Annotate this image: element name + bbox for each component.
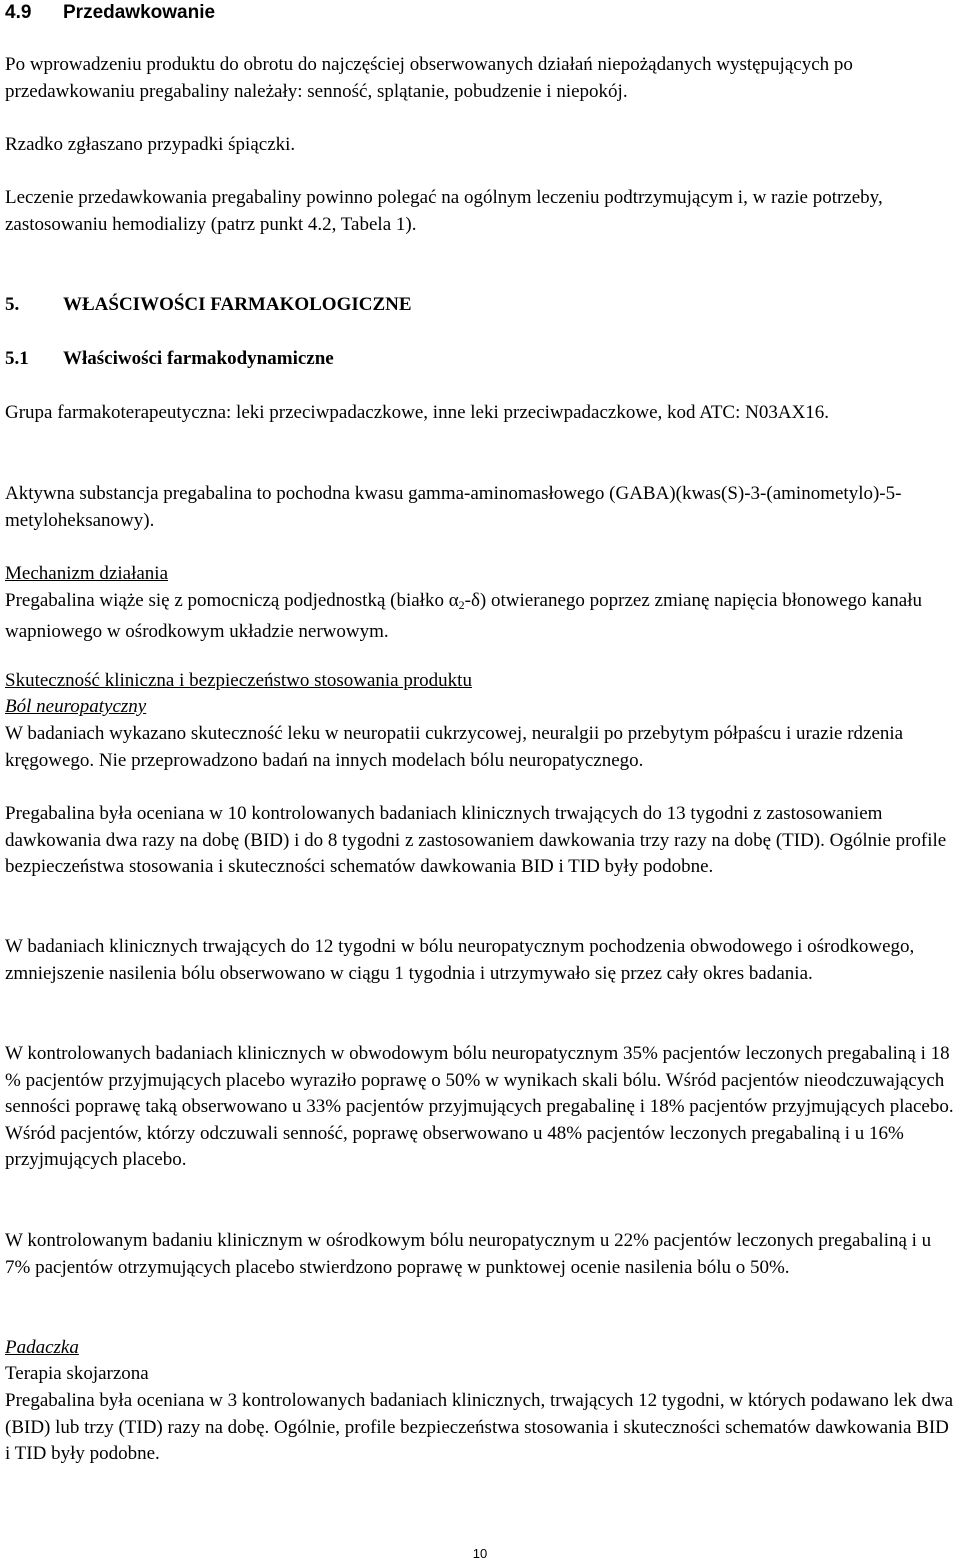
section-5-1-heading: [5, 346, 957, 373]
neuropathic-paragraph-5: W kontrolowanym badaniu klinicznym w ośrodkowym bólu neuropatycznym u 22% pacjentów leczonych pregabaliną i u 7% pacjentów otrzymujących placebo stwierdzono poprawę w punktowej ocenie nasilenia bólu o 50%.: [5, 1230, 932, 1278]
active-substance-paragraph: Aktywna substancja pregabalina to pochodna kwasu gamma-aminomasłowego (GABA)(kwas(S)-3-(aminometylo)-5-metyloheksanowy).: [5, 483, 902, 531]
overdose-paragraph-2: Rzadko zgłaszano przypadki śpiączki.: [5, 134, 296, 155]
mechanism-heading: Mechanizm działania: [5, 563, 169, 584]
section-title: WŁAŚCIWOŚCI FARMAKOLOGICZNE: [63, 294, 412, 315]
neuropathic-paragraph-1: W badaniach wykazano skuteczność leku w neuropatii cukrzycowej, neuralgii po przebytym półpaścu i urazie rdzenia kręgowego. Nie przeprowadzono badań na innych modelach bólu neuropatycznego.: [5, 723, 904, 771]
epilepsy-heading: Padaczka: [5, 1337, 79, 1358]
combination-therapy-heading: Terapia skojarzona: [5, 1363, 149, 1384]
mechanism-text-start: Pregabalina wiąże się z pomocniczą podjednostką (białko α: [5, 590, 459, 611]
pharmacotherapeutic-group: Grupa farmakoterapeutyczna: leki przeciwpadaczkowe, inne leki przeciwpadaczkowe, kod ATC: N03AX16.: [5, 402, 830, 423]
neuropathic-paragraph-2: Pregabalina była oceniana w 10 kontrolowanych badaniach klinicznych trwających do 13 tygodni z zastosowaniem dawkowania dwa razy na dobę (BID) i do 8 tygodni z zastosowaniem dawkowania trzy razy na dobę (TID). Ogólnie profile bezpieczeństwa stosowania i skuteczności schematów dawkowania BID i TID były podobne.: [5, 803, 947, 877]
neuropathic-paragraph-4: W kontrolowanych badaniach klinicznych w obwodowym bólu neuropatycznym 35% pacjentów leczonych pregabaliną i 18 % pacjentów przyjmujących placebo wyraziło poprawę o 50% w wynikach skali bólu. Wśród pacjentów nieodczuwających senności poprawę taką obserwowano u 33% pacjentów przyjmujących pregabalinę i 18% pacjentów przyjmujących placebo. Wśród pacjentów, którzy odczuwali senność, poprawę obserwowano u 48% pacjentów leczonych pregabaliną i u 16% przyjmujących placebo.: [5, 1043, 954, 1170]
page-number: 10: [472, 1546, 488, 1561]
section-number: 5.1: [5, 348, 29, 369]
efficacy-heading: Skuteczność kliniczna i bezpieczeństwo stosowania produktu: [5, 670, 472, 691]
section-number: 4.9: [5, 2, 32, 23]
section-5-heading: [5, 292, 957, 319]
alpha-subscript: 2: [458, 598, 465, 612]
section-4-9-heading: [5, 0, 215, 27]
epilepsy-paragraph-1: Pregabalina była oceniana w 3 kontrolowanych badaniach klinicznych, trwających 12 tygodni, w których podawano lek dwa (BID) lub trzy (TID) razy na dobę. Ogólnie, profile bezpieczeństwa stosowania i skuteczności schematów dawkowania BID i TID były podobne.: [5, 1390, 954, 1464]
mechanism-paragraph: [5, 588, 957, 645]
mechanism-text-end: -δ) otwieranego poprzez zmianę napięcia błonowego kanału wapniowego w ośrodkowym układzie nerwowym.: [5, 590, 923, 642]
section-number: 5.: [5, 294, 20, 315]
overdose-paragraph-3: Leczenie przedawkowania pregabaliny powinno polegać na ogólnym leczeniu podtrzymującym i, w razie potrzeby, zastosowaniu hemodializy (patrz punkt 4.2, Tabela 1).: [5, 187, 883, 235]
neuropathic-paragraph-3: W badaniach klinicznych trwających do 12 tygodni w bólu neuropatycznym pochodzenia obwodowego i ośrodkowego, zmniejszenie nasilenia bólu obserwowano w ciągu 1 tygodnia i utrzymywało się przez cały okres badania.: [5, 936, 915, 984]
neuropathic-pain-heading: Ból neuropatyczny: [5, 696, 147, 717]
section-title: Przedawkowanie: [63, 2, 216, 23]
overdose-paragraph-1: Po wprowadzeniu produktu do obrotu do najczęściej obserwowanych działań niepożądanych występujących po przedawkowaniu pregabaliny należały: senność, splątanie, pobudzenie i niepokój.: [5, 54, 853, 102]
section-title: Właściwości farmakodynamiczne: [63, 348, 334, 369]
